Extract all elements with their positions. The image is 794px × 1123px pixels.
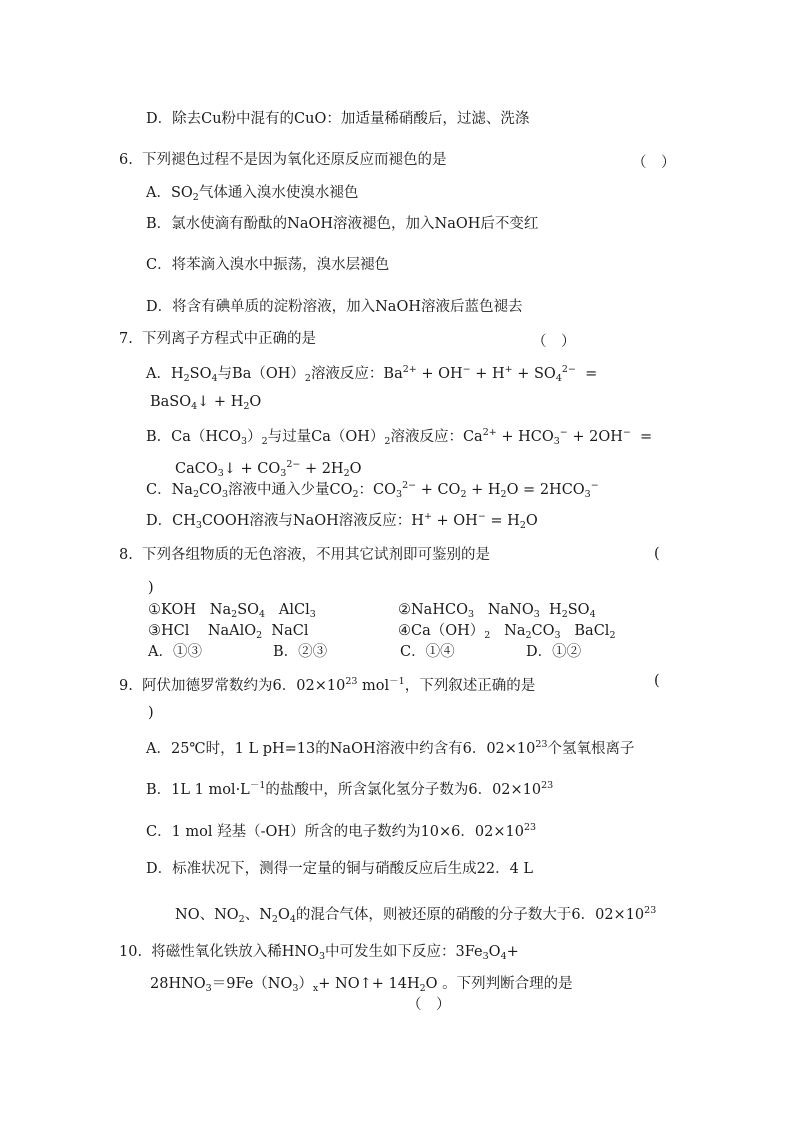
text-line-l14: 8. 下列各组物质的无色溶液，不用其它试剂即可鉴别的是 xyxy=(119,547,491,563)
text-line-l08: A．$H_2SO_4$与$Ba(OH)_2$溶液反应：$Ba^{2+} + OH^- + H^+ + SO_4^{2-}$ = xyxy=(146,364,602,384)
answer-bracket-p8: ( xyxy=(654,546,660,562)
text-line-l05: C．将苯滴入溴水中振荡，溴水层褪色 xyxy=(146,257,390,273)
answer-bracket-p7: （ ） xyxy=(532,334,576,350)
text-line-l10: B．$Ca(HCO_3)_2$与过量$Ca(OH)_2$溶液反应：$Ca^{2+} + HCO_3^- + 2OH^-$ = xyxy=(146,427,653,447)
text-line-l16: ①KOH $Na_2SO_4$ AlCl$_3$ xyxy=(148,602,316,620)
text-line-l02: 6. 下列褪色过程不是因为氧化还原反应而褪色的是 xyxy=(119,152,447,168)
text-line-l20: A．①③ xyxy=(148,644,202,660)
text-line-l29: D．标准状况下，测得一定量的铜与硝酸反应后生成22．4 L xyxy=(146,861,534,877)
text-line-l03: A．$SO_2$气体通入溴水使溴水褪色 xyxy=(146,185,359,203)
text-line-l09: BaSO$_4$↓ + $H_2O$ xyxy=(150,394,262,412)
answer-bracket-p10: （ ） xyxy=(407,997,451,1013)
text-line-l27: B．1L 1 $mol\cdot L^{-1}$的盐酸中，所含氯化氢分子数为6．$02\times 10^{23}$ xyxy=(146,780,554,798)
text-line-l25: ) xyxy=(148,705,154,721)
text-line-l12: C．$Na_2CO_3$溶液中通入少量$CO_2$：$CO_3^{2-} + CO_2 + H_2O = 2HCO_3^-$ xyxy=(146,480,599,500)
text-line-l06: D．将含有碘单质的淀粉溶液，加入NaOH溶液后蓝色褪去 xyxy=(146,299,523,315)
answer-bracket-p6: （ ） xyxy=(632,155,676,171)
text-line-l15: ) xyxy=(148,580,154,596)
answer-bracket-p9: ( xyxy=(654,673,660,689)
text-line-l30: NO、$NO_2$、$N_2O_4$的混合气体，则被还原的硝酸的分子数大于6．$02\times 10^{23}$ xyxy=(175,905,657,925)
text-line-l24: 9. 阿伏加德罗常数约为6．$02\times 10^{23}$ mol$^{-1}$，下列叙述正确的是 xyxy=(119,676,536,694)
text-line-l19: $④Ca(OH)_2$ $Na_2CO_3$ BaCl$_2$ xyxy=(398,623,616,641)
text-line-l11: CaCO$_3$↓ + $CO_3^{2-} + 2H_2O$ xyxy=(175,459,362,479)
text-line-l04: B．氯水使滴有酚酞的NaOH溶液褪色，加入NaOH后不变红 xyxy=(146,216,539,232)
text-line-l01: D．除去Cu粉中混有的CuO：加适量稀硝酸后，过滤、洗涤 xyxy=(146,111,530,127)
text-line-l07: 7. 下列离子方程式中正确的是 xyxy=(119,331,317,347)
text-line-l28: C．1 mol 羟基（-OH）所含的电子数约为10×6．$02\times 10^{23}$ xyxy=(146,822,537,840)
text-line-l26: A．25℃时，1 L pH=13的NaOH溶液中约含有6．$02\times 10^{23}$个氢氧根离子 xyxy=(146,739,635,757)
text-line-l22: C．①④ xyxy=(400,644,455,660)
text-line-l23: D．①② xyxy=(526,644,582,660)
text-line-l17: ②NaHCO$_3$ NaNO$_3$ $H_2SO_4$ xyxy=(398,602,596,620)
text-line-l18: ③HCl NaAlO$_2$ NaCl xyxy=(148,623,309,641)
text-line-l31: 10. 将磁性氧化铁放入稀$HNO_3$中可发生如下反应：$3Fe_3O_4+$ xyxy=(119,944,519,962)
text-line-l21: B．②③ xyxy=(273,644,328,660)
text-line-l32: $28HNO_3=9Fe(NO_3)_x+$ NO↑+ $14H_2O$ 。下列判断合理的是 xyxy=(150,976,573,994)
text-line-l13: D．$CH_3COOH$溶液与NaOH溶液反应：$H^+ + OH^- = H_2O$ xyxy=(146,511,538,531)
